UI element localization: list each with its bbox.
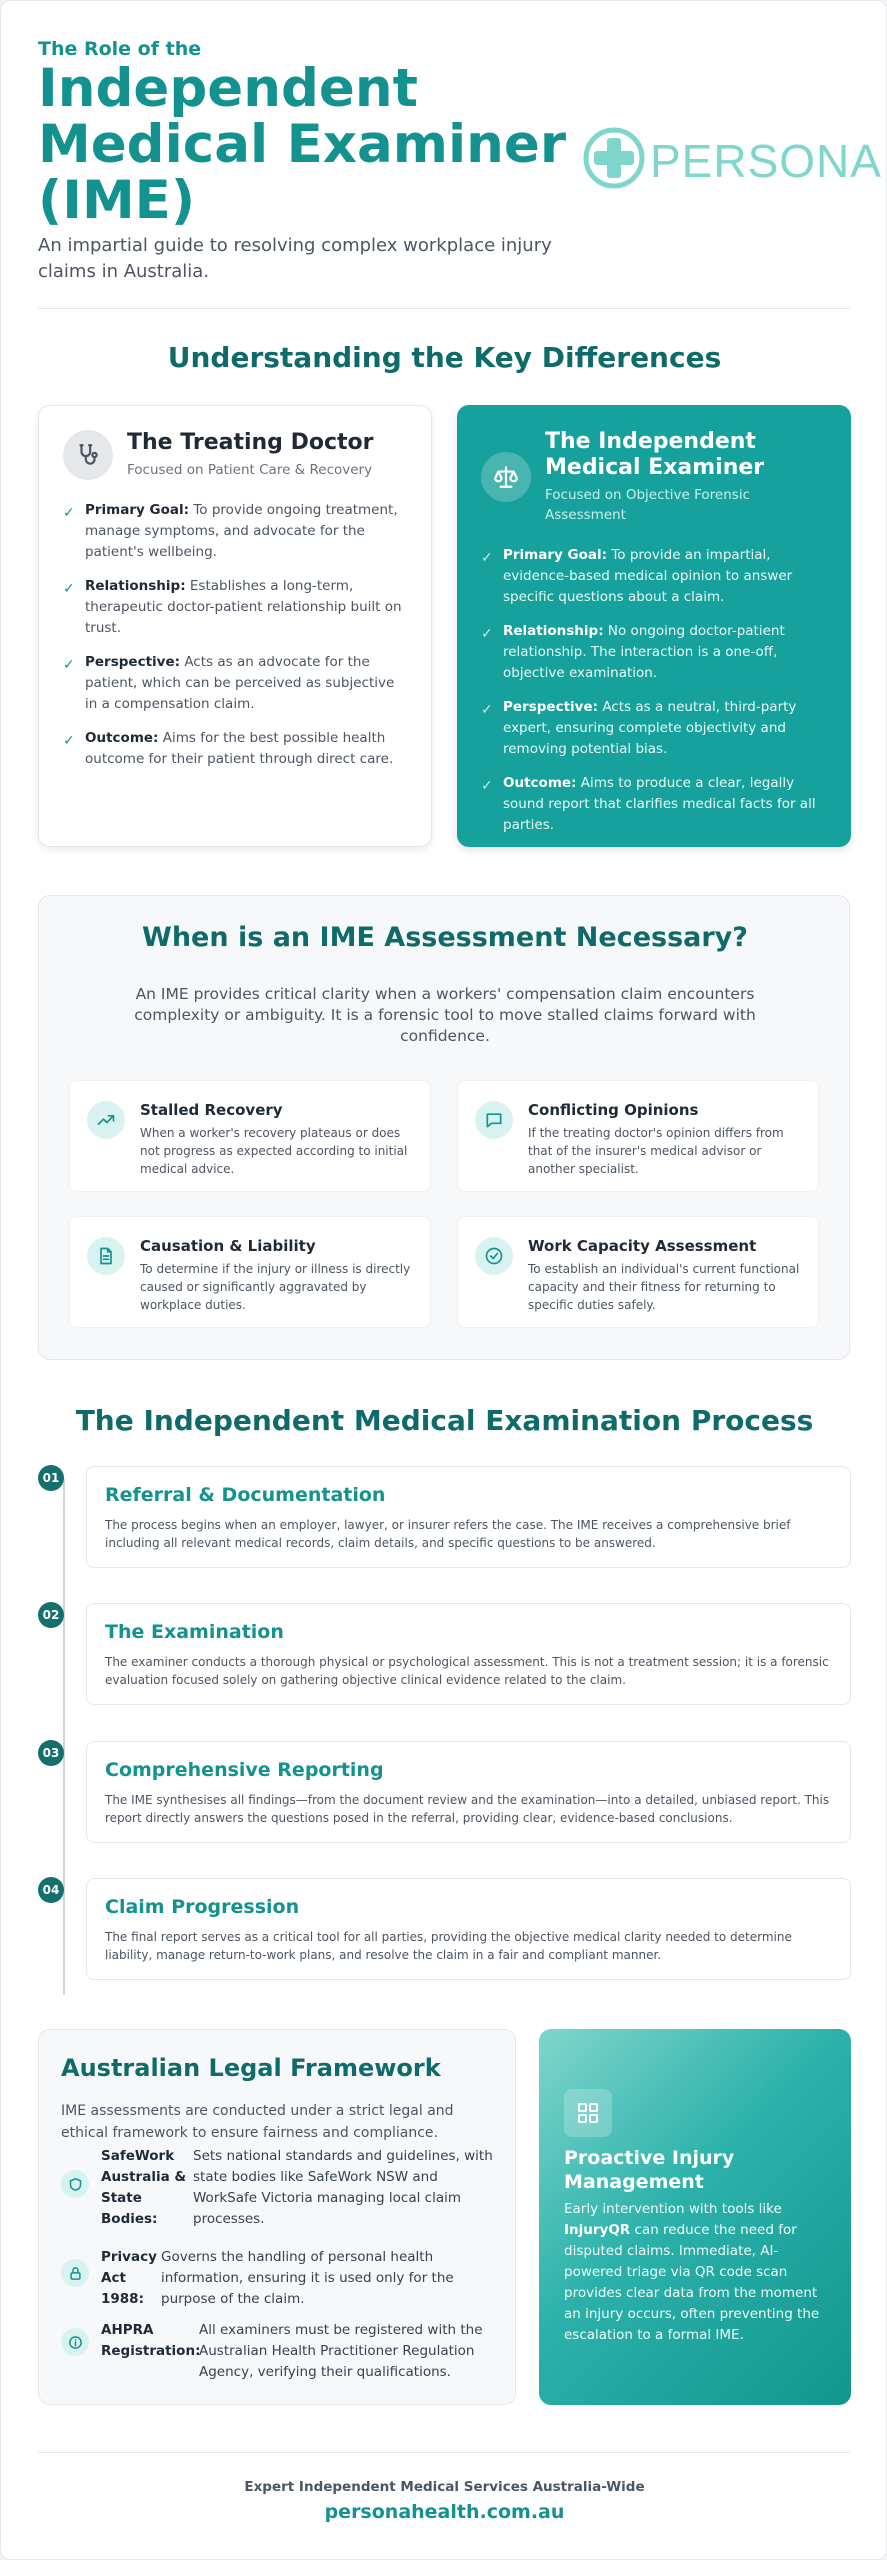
treating-subtitle: Focused on Patient Care & Recovery xyxy=(127,462,373,478)
step-number: 01 xyxy=(38,1465,64,1491)
footer-tagline: Expert Independent Medical Services Australia-Wide xyxy=(244,2479,645,2495)
step-card-referral: Referral & Documentation The process begins when an employer, lawyer, or insurer refers the case. The IME receives a comprehensive brief including all relevant medical records, claim details, and specific questions to be answered. xyxy=(86,1466,851,1568)
hero-kicker: The Role of the xyxy=(38,38,202,60)
legal-item-ahpra: AHPRA Registration: All examiners must be registered with the Australian Health Practitioner Regulation Agency, verifying their qualifications. xyxy=(61,2320,501,2383)
lock-icon xyxy=(61,2259,89,2287)
list-item: ✓ Primary Goal: To provide an impartial, evidence-based medical opinion to answer specific questions about a claim. xyxy=(481,545,827,608)
check-icon: ✓ xyxy=(481,550,493,566)
causation-liability-card: Causation & Liability To determine if the injury or illness is directly caused or significantly aggravated by workplace duties. xyxy=(69,1216,431,1328)
work-capacity-card: Work Capacity Assessment To establish an individual's current functional capacity and their fitness for returning to specific duties safely. xyxy=(457,1216,819,1328)
injuryqr-brand: InjuryQR xyxy=(564,2222,631,2238)
check-icon: ✓ xyxy=(63,733,75,749)
check-icon: ✓ xyxy=(481,626,493,642)
legal-heading: Australian Legal Framework xyxy=(61,2054,441,2082)
proactive-injury-card xyxy=(539,2029,851,2405)
proactive-text: Early intervention with tools like InjuryQR can reduce the need for disputed claims. Immediate, AI-powered triage via QR code scan provides clear data from the moment an injury occurs, often preventing the escalation to a formal IME. xyxy=(564,2201,820,2343)
persona-logo xyxy=(582,126,882,192)
legal-framework-section xyxy=(38,2029,516,2405)
proactive-title: Proactive Injury Management xyxy=(564,2147,735,2193)
hero-subtitle: An impartial guide to resolving complex workplace injury claims in Australia. xyxy=(38,235,552,282)
ime-list xyxy=(481,545,827,836)
check-icon: ✓ xyxy=(63,581,75,597)
divider xyxy=(38,308,850,309)
stalled-recovery-card: Stalled Recovery When a worker's recovery plateaus or does not progress as expected according to initial medical advice. xyxy=(69,1080,431,1192)
legal-item-safework: SafeWork Australia & State Bodies: Sets national standards and guidelines, with state bodies like SafeWork NSW and WorkSafe Victoria managing local claim processes. xyxy=(61,2146,501,2230)
treating-list xyxy=(63,500,407,770)
doctor-icon xyxy=(63,430,113,480)
step-card-examination: The Examination The examiner conducts a thorough physical or psychological assessment. This is not a treatment session; it is a forensic evaluation focused solely on gathering objective clinical evidence related to the claim. xyxy=(86,1603,851,1705)
qr-grid-icon xyxy=(564,2089,612,2137)
check-icon: ✓ xyxy=(63,505,75,521)
ime-title: The Independent Medical Examiner xyxy=(545,429,765,480)
check-circle-icon xyxy=(475,1237,513,1275)
list-item: ✓ Relationship: Establishes a long-term, therapeutic doctor-patient relationship built on trust. xyxy=(63,576,407,639)
step-card-progression: Claim Progression The final report serves as a critical tool for all parties, providing the objective medical clarity needed to determine liability, manage return-to-work plans, and resolve the claim in a fair and compliant manner. xyxy=(86,1878,851,1980)
check-icon: ✓ xyxy=(63,657,75,673)
step-number: 02 xyxy=(38,1602,64,1628)
trending-up-icon xyxy=(87,1101,125,1139)
check-icon: ✓ xyxy=(481,702,493,718)
timeline-line xyxy=(63,1479,65,1995)
list-item: ✓ Primary Goal: To provide ongoing treatment, manage symptoms, and advocate for the patient's wellbeing. xyxy=(63,500,407,563)
list-item: ✓ Outcome: Aims for the best possible health outcome for their patient through direct care. xyxy=(63,728,407,770)
ime-subtitle: Focused on Objective Forensic Assessment xyxy=(545,487,750,523)
list-item: ✓ Relationship: No ongoing doctor-patient relationship. The interaction is a one-off, objective examination. xyxy=(481,621,827,684)
legal-item-privacy: Privacy Act 1988: Governs the handling of personal health information, ensuring it is used only for the purpose of the claim. xyxy=(61,2247,501,2310)
list-item: ✓ Perspective: Acts as a neutral, third-party expert, ensuring complete objectivity and removing potential bias. xyxy=(481,697,827,760)
check-icon: ✓ xyxy=(481,778,493,794)
logo-wordmark: PERSONA xyxy=(650,135,882,187)
differences-heading: Understanding the Key Differences xyxy=(167,341,722,374)
list-item: ✓ Outcome: Aims to produce a clear, legally sound report that clarifies medical facts for all parties. xyxy=(481,773,827,836)
when-intro: An IME provides critical clarity when a workers' compensation claim encounters complexity or ambiguity. It is a forensic tool to move stalled claims forward with confidence. xyxy=(134,985,756,1045)
treating-title: The Treating Doctor xyxy=(127,430,374,455)
scales-icon xyxy=(481,452,531,502)
document-icon xyxy=(87,1237,125,1275)
when-heading: When is an IME Assessment Necessary? xyxy=(142,922,748,953)
divider xyxy=(38,2452,850,2453)
step-card-reporting: Comprehensive Reporting The IME synthesises all findings—from the document review and the examination—into a detailed, unbiased report. This report directly answers the questions posed in the referral, providing clear, evidence-based conclusions. xyxy=(86,1741,851,1843)
legal-intro: IME assessments are conducted under a strict legal and ethical framework to ensure fairness and compliance. xyxy=(61,2103,454,2141)
list-item: ✓ Perspective: Acts as an advocate for the patient, which can be perceived as subjective in a compensation claim. xyxy=(63,652,407,715)
chat-bubble-icon xyxy=(475,1101,513,1139)
info-icon xyxy=(61,2328,89,2356)
page-title: Independent Medical Examiner (IME) xyxy=(38,58,566,231)
step-number: 04 xyxy=(38,1877,64,1903)
medical-cross-icon xyxy=(582,126,646,190)
treating-doctor-card xyxy=(38,405,432,847)
hero xyxy=(38,31,882,291)
when-necessary-section xyxy=(38,895,850,1360)
conflicting-opinions-card: Conflicting Opinions If the treating doctor's opinion differs from that of the insurer's medical advisor or another specialist. xyxy=(457,1080,819,1192)
website-link[interactable]: personahealth.com.au xyxy=(324,2501,565,2523)
shield-icon xyxy=(61,2170,89,2198)
ime-card xyxy=(457,405,851,847)
step-number: 03 xyxy=(38,1740,64,1766)
process-heading: The Independent Medical Examination Process xyxy=(75,1404,814,1437)
